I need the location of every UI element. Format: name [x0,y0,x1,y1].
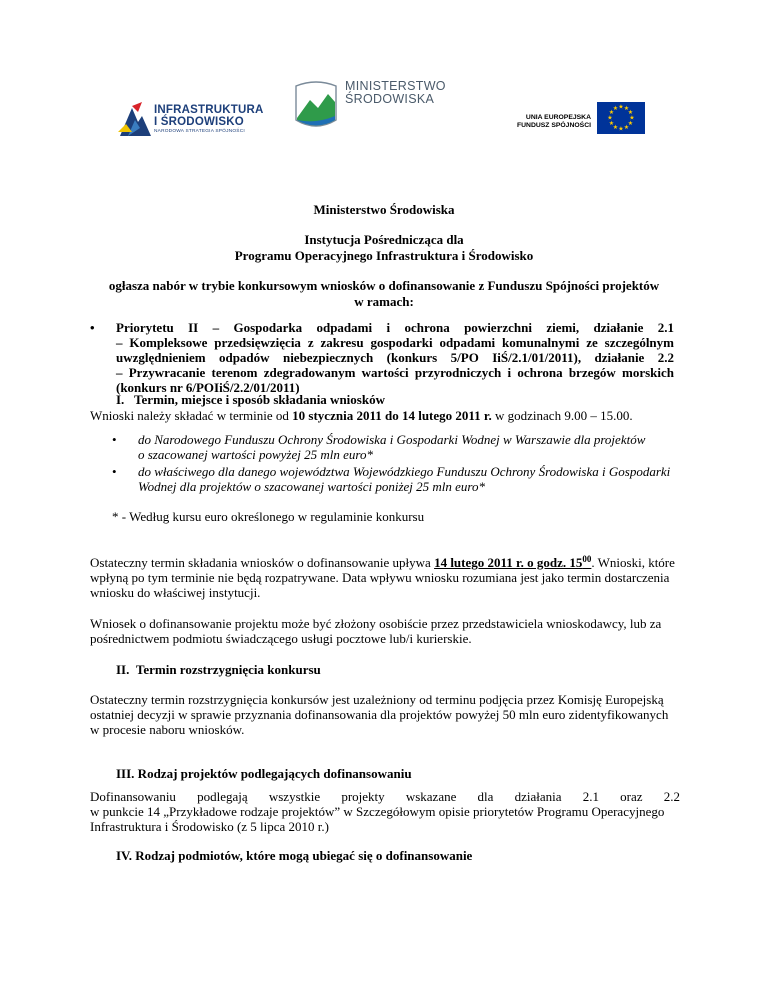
section1-p2-line2: wpłyną po tym terminie nie będą rozpatrywane. Data wpływu wniosku rozumiana jest jako termin dostarczenia [90,570,670,585]
bullet-icon: • [90,320,95,335]
logo-eu-text [505,114,591,130]
logo-is-line2: I ŚRODOWISKO [154,116,244,128]
svg-text:★: ★ [629,114,635,122]
section2-line3: w procesie naboru wniosków. [90,722,245,737]
svg-text:★: ★ [618,125,624,133]
priority-line4: – Przywracanie terenom zdegradowanym wartości przyrodniczych i ochrona brzegów morskich [116,365,674,380]
logo-ms-line1: MINISTERSTWO [345,79,446,93]
bullet2-line2: Wodnej dla projektów o szacowanej wartości poniżej 25 mln euro* [138,479,486,494]
ministry-heading: Ministerstwo Środowiska [313,202,455,217]
section3-line1: Dofinansowaniu podlegają wszystkie projekty wskazane dla działania 2.1 oraz 2.2 [90,789,680,804]
priority-line3: uwzględnieniem odpadów niebezpiecznych (konkurs 5/PO IiŚ/2.1/01/2011), działanie 2.2 [116,350,674,365]
svg-text:★: ★ [612,105,619,112]
logo-eu-line1: UNIA EUROPEJSKA [525,114,591,121]
bullet1-line1: do Narodowego Funduszu Ochrony Środowiska i Gospodarki Wodnej w Warszawie dla projektów [138,432,646,447]
logo-ministerstwo-srodowiska [290,76,450,136]
bullet-icon: • [112,464,117,479]
section1-p2 [90,555,680,600]
announce-line1: ogłasza nabór w trybie konkursowym wniosków o dofinansowanie z Funduszu Spójności projektów [108,278,660,293]
section1-p2-c: . Wnioski, które [591,555,675,570]
bullet1-line2: o szacowanej wartości powyżej 25 mln euro* [138,447,373,462]
section1-p3-line2: pośrednictwem podmiotu świadczącego usługi pocztowe lub/i kurierskie. [90,631,472,646]
section3-line3: Infrastruktura i Środowisko (z 5 lipca 2010 r.) [90,819,330,834]
priority-line2: – Kompleksowe przedsięwzięcia z zakresu gospodarki odpadami komunalnymi ze szczególnym [116,335,674,350]
logo-is-line1: INFRASTRUKTURA [154,104,264,116]
svg-text:★: ★ [608,120,615,127]
footnote: * - Według kursu euro określonego w regulaminie konkursu [112,509,425,524]
section1-p3-line1: Wniosek o dofinansowanie projektu może być złożony osobiście przez przedstawiciela wnioskodawcy, lub za [90,616,662,631]
nss-emblem-icon [118,102,152,136]
section2-line1: Ostateczny termin rozstrzygnięcia konkursów jest uzależniony od terminu podjęcia przez Komisję Europejską [90,692,664,707]
announce-line2: w ramach: [354,294,414,309]
section2-heading: II. Termin rozstrzygnięcia konkursu [116,662,321,677]
section1-p1-a: Wnioski należy składać w terminie od [90,408,293,423]
deadline-minutes: 00 [582,554,592,564]
svg-text:★: ★ [618,103,624,111]
logo-eu-line2: FUNDUSZ SPÓJNOŚCI [516,122,591,129]
priority-line1: Priorytetu II – Gospodarka odpadami i ochrona powierzchni ziemi, działanie 2.1 [116,320,674,335]
section1-p3 [90,616,680,646]
priority-block [90,320,674,395]
section3-body [90,789,680,834]
logo-infrastruktura-i-srodowisko [118,100,278,140]
svg-text:★: ★ [623,124,630,131]
section3-heading: III. Rodzaj projektów podlegających dofinansowaniu [116,766,412,781]
svg-text:★: ★ [627,109,634,116]
svg-text:★: ★ [608,109,615,116]
bullet-icon: • [112,432,117,447]
section4-heading: IV. Rodzaj podmiotów, które mogą ubiegać się o dofinansowanie [116,848,473,863]
section1-p2-a: Ostateczny termin składania wniosków o dofinansowanie upływa [90,555,435,570]
logo-ms-text [345,80,446,106]
logo-is-text [154,104,263,128]
priority-line5: (konkurs nr 6/POIiŚ/2.2/01/2011) [116,380,300,395]
ministry-emblem-icon [290,76,342,132]
section2-line2: ostatniej decyzji w sprawie przyznania dofinansowania dla projektów powyżej 50 mln euro zidentyfikowanych [90,707,669,722]
section1-bullet1 [112,432,678,462]
section3-line2: w punkcie 14 „Przykładowe rodzaje projektów” w Szczegółowym opisie priorytetów Programu Operacyjnego [90,804,665,819]
bullet2-line1: do właściwego dla danego województwa Wojewódzkiego Funduszu Ochrony Środowiska i Gospodarki [138,464,671,479]
section1-bullet2 [112,464,678,494]
eu-flag-icon [597,102,645,134]
logo-unia-europejska [505,102,645,134]
svg-text:★: ★ [623,105,630,112]
logo-is-tagline: NARODOWA STRATEGIA SPÓJNOŚCI [154,129,245,134]
section1-p1-c: w godzinach 9.00 – 15.00. [491,408,633,423]
institution-line1: Instytucja Pośrednicząca dla [304,232,464,247]
deadline-date: 14 lutego 2011 r. o godz. 15 [434,555,583,570]
section2-body [90,692,680,737]
logo-ms-line2: ŚRODOWISKA [345,92,435,106]
svg-text:★: ★ [612,124,619,131]
institution-line2: Programu Operacyjnego Infrastruktura i Środowisko [234,248,534,263]
svg-text:★: ★ [627,120,634,127]
section1-p2-line3: wniosku do właściwej instytucji. [90,585,261,600]
section1-p1 [90,408,690,423]
section1-heading: I. Termin, miejsce i sposób składania wniosków [116,392,385,407]
svg-text:★: ★ [607,114,613,122]
section1-p1-dates: 10 stycznia 2011 do 14 lutego 2011 r. [292,408,492,423]
